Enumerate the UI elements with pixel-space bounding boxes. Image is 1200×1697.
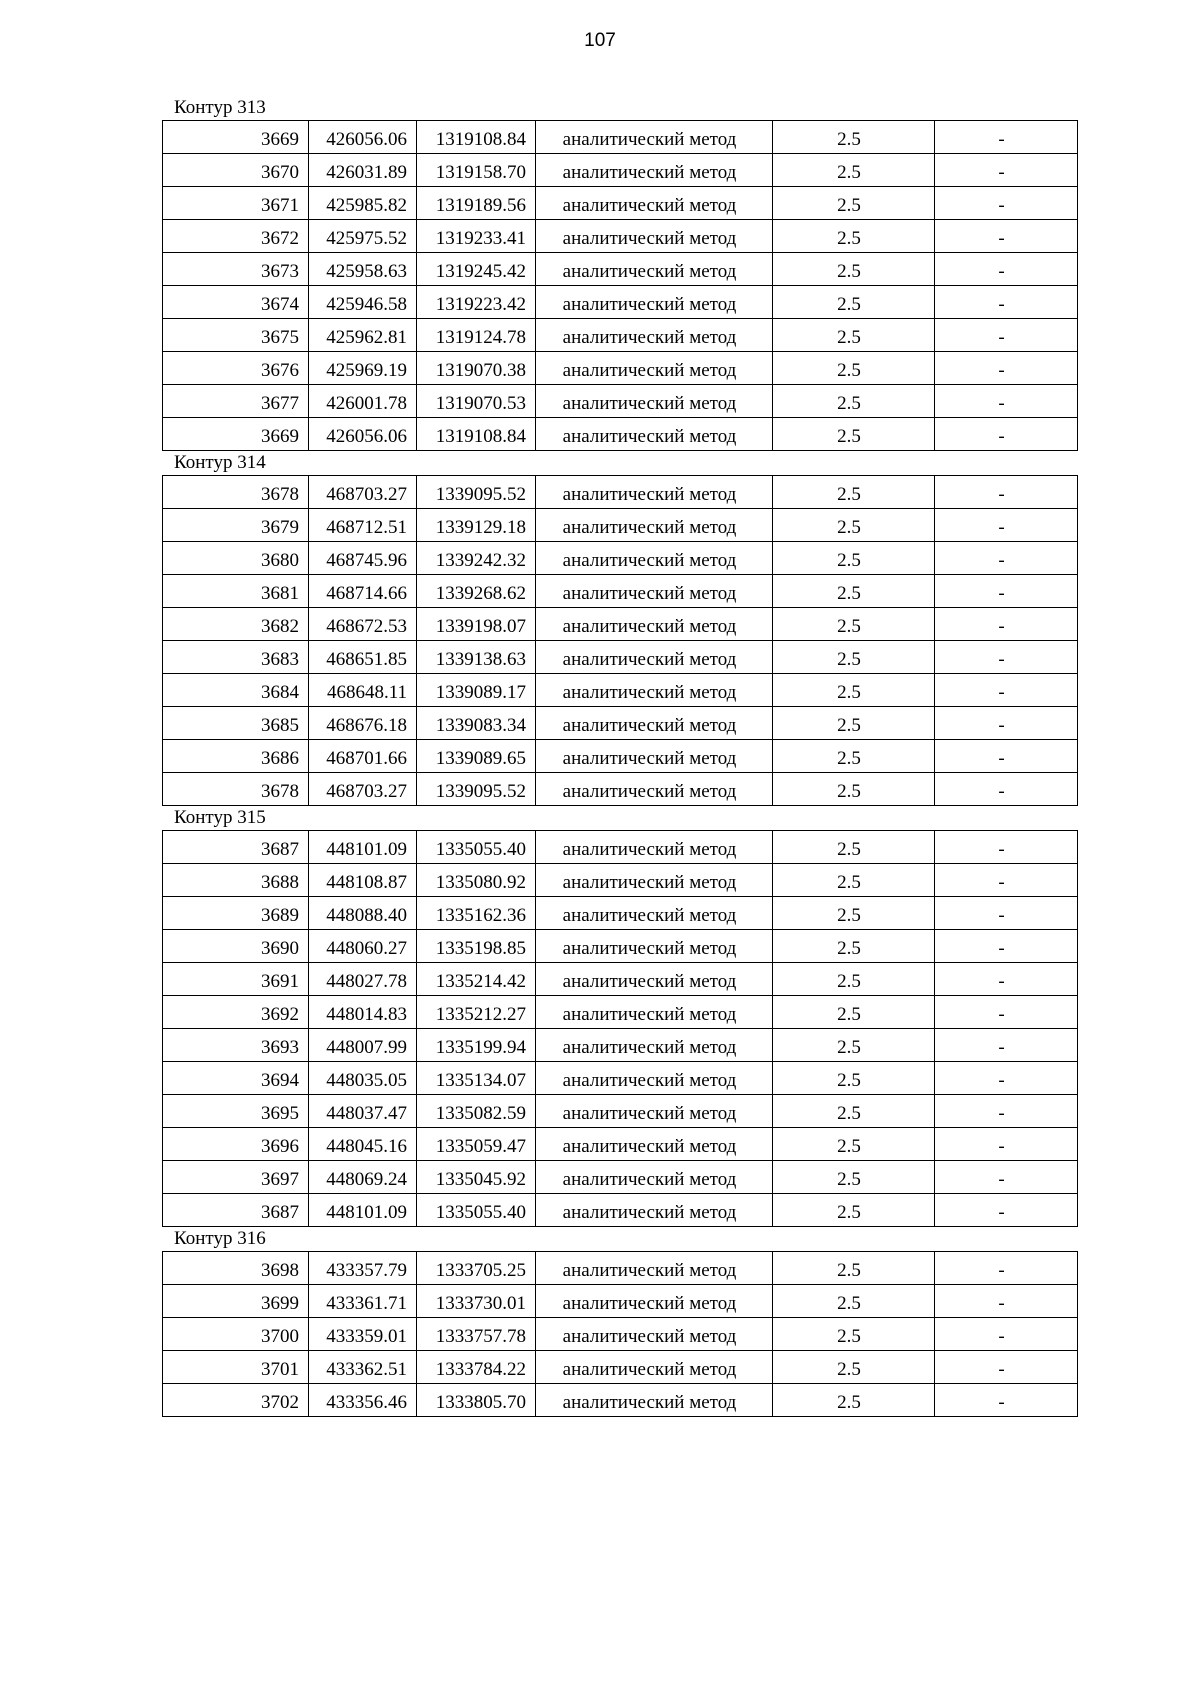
point-number-cell: 3672 (163, 220, 309, 253)
point-number-cell: 3674 (163, 286, 309, 319)
table-row (163, 542, 1078, 575)
description-cell: - (935, 608, 1078, 641)
method-cell: аналитический метод (536, 418, 773, 451)
y-coordinate-cell: 1339242.32 (417, 542, 536, 575)
x-coordinate-cell: 448045.16 (309, 1128, 417, 1161)
point-number-cell: 3676 (163, 352, 309, 385)
y-coordinate-cell: 1333784.22 (417, 1351, 536, 1384)
point-number-cell: 3673 (163, 253, 309, 286)
method-cell: аналитический метод (536, 1062, 773, 1095)
accuracy-cell: 2.5 (773, 1095, 935, 1128)
table-row (163, 707, 1078, 740)
point-number-cell: 3685 (163, 707, 309, 740)
description-cell: - (935, 1128, 1078, 1161)
method-cell: аналитический метод (536, 286, 773, 319)
point-number-cell: 3670 (163, 154, 309, 187)
contour-label: Контур 316 (174, 1228, 266, 1249)
x-coordinate-cell: 448069.24 (309, 1161, 417, 1194)
y-coordinate-cell: 1339095.52 (417, 773, 536, 806)
x-coordinate-cell: 468712.51 (309, 509, 417, 542)
accuracy-cell: 2.5 (773, 509, 935, 542)
accuracy-cell: 2.5 (773, 1318, 935, 1351)
x-coordinate-cell: 426056.06 (309, 418, 417, 451)
accuracy-cell: 2.5 (773, 575, 935, 608)
x-coordinate-cell: 468714.66 (309, 575, 417, 608)
method-cell: аналитический метод (536, 1384, 773, 1417)
accuracy-cell: 2.5 (773, 864, 935, 897)
y-coordinate-cell: 1319124.78 (417, 319, 536, 352)
description-cell: - (935, 154, 1078, 187)
table-row (163, 963, 1078, 996)
table-row (163, 996, 1078, 1029)
point-number-cell: 3687 (163, 831, 309, 864)
y-coordinate-cell: 1335082.59 (417, 1095, 536, 1128)
x-coordinate-cell: 468745.96 (309, 542, 417, 575)
method-cell: аналитический метод (536, 1095, 773, 1128)
x-coordinate-cell: 425969.19 (309, 352, 417, 385)
table-row (163, 1128, 1078, 1161)
description-cell: - (935, 1062, 1078, 1095)
accuracy-cell: 2.5 (773, 352, 935, 385)
table-row (163, 1351, 1078, 1384)
x-coordinate-cell: 448037.47 (309, 1095, 417, 1128)
accuracy-cell: 2.5 (773, 1062, 935, 1095)
point-number-cell: 3697 (163, 1161, 309, 1194)
table-row (163, 1161, 1078, 1194)
x-coordinate-cell: 468703.27 (309, 476, 417, 509)
description-cell: - (935, 385, 1078, 418)
table-row (163, 1194, 1078, 1227)
table-row (163, 154, 1078, 187)
table-row (163, 418, 1078, 451)
y-coordinate-cell: 1335162.36 (417, 897, 536, 930)
y-coordinate-cell: 1339083.34 (417, 707, 536, 740)
table-row (163, 773, 1078, 806)
description-cell: - (935, 897, 1078, 930)
description-cell: - (935, 864, 1078, 897)
y-coordinate-cell: 1319245.42 (417, 253, 536, 286)
point-number-cell: 3690 (163, 930, 309, 963)
accuracy-cell: 2.5 (773, 1161, 935, 1194)
table-row (163, 864, 1078, 897)
point-number-cell: 3694 (163, 1062, 309, 1095)
description-cell: - (935, 963, 1078, 996)
y-coordinate-cell: 1319070.38 (417, 352, 536, 385)
point-number-cell: 3687 (163, 1194, 309, 1227)
table-row (163, 1318, 1078, 1351)
point-number-cell: 3671 (163, 187, 309, 220)
accuracy-cell: 2.5 (773, 773, 935, 806)
table-row (163, 575, 1078, 608)
accuracy-cell: 2.5 (773, 121, 935, 154)
method-cell: аналитический метод (536, 1285, 773, 1318)
point-number-cell: 3682 (163, 608, 309, 641)
point-number-cell: 3677 (163, 385, 309, 418)
table-row (163, 1095, 1078, 1128)
method-cell: аналитический метод (536, 1029, 773, 1062)
x-coordinate-cell: 448088.40 (309, 897, 417, 930)
y-coordinate-cell: 1319233.41 (417, 220, 536, 253)
y-coordinate-cell: 1319108.84 (417, 121, 536, 154)
point-number-cell: 3695 (163, 1095, 309, 1128)
x-coordinate-cell: 433357.79 (309, 1252, 417, 1285)
x-coordinate-cell: 448007.99 (309, 1029, 417, 1062)
accuracy-cell: 2.5 (773, 385, 935, 418)
method-cell: аналитический метод (536, 740, 773, 773)
point-number-cell: 3669 (163, 418, 309, 451)
y-coordinate-cell: 1333805.70 (417, 1384, 536, 1417)
description-cell: - (935, 1194, 1078, 1227)
description-cell: - (935, 542, 1078, 575)
method-cell: аналитический метод (536, 1318, 773, 1351)
x-coordinate-cell: 448108.87 (309, 864, 417, 897)
point-number-cell: 3689 (163, 897, 309, 930)
x-coordinate-cell: 448027.78 (309, 963, 417, 996)
accuracy-cell: 2.5 (773, 707, 935, 740)
accuracy-cell: 2.5 (773, 897, 935, 930)
accuracy-cell: 2.5 (773, 253, 935, 286)
x-coordinate-cell: 468701.66 (309, 740, 417, 773)
point-number-cell: 3675 (163, 319, 309, 352)
point-number-cell: 3679 (163, 509, 309, 542)
accuracy-cell: 2.5 (773, 187, 935, 220)
x-coordinate-cell: 468648.11 (309, 674, 417, 707)
method-cell: аналитический метод (536, 641, 773, 674)
x-coordinate-cell: 448101.09 (309, 831, 417, 864)
point-number-cell: 3691 (163, 963, 309, 996)
x-coordinate-cell: 426001.78 (309, 385, 417, 418)
y-coordinate-cell: 1339198.07 (417, 608, 536, 641)
point-number-cell: 3678 (163, 476, 309, 509)
table-row (163, 509, 1078, 542)
accuracy-cell: 2.5 (773, 641, 935, 674)
table-row (163, 1252, 1078, 1285)
accuracy-cell: 2.5 (773, 1351, 935, 1384)
table-row (163, 319, 1078, 352)
y-coordinate-cell: 1339268.62 (417, 575, 536, 608)
accuracy-cell: 2.5 (773, 286, 935, 319)
point-number-cell: 3699 (163, 1285, 309, 1318)
table-row (163, 220, 1078, 253)
table-row (163, 1384, 1078, 1417)
point-number-cell: 3678 (163, 773, 309, 806)
y-coordinate-cell: 1335198.85 (417, 930, 536, 963)
description-cell: - (935, 831, 1078, 864)
table-row (163, 641, 1078, 674)
description-cell: - (935, 1285, 1078, 1318)
method-cell: аналитический метод (536, 1252, 773, 1285)
accuracy-cell: 2.5 (773, 1194, 935, 1227)
accuracy-cell: 2.5 (773, 542, 935, 575)
description-cell: - (935, 1351, 1078, 1384)
accuracy-cell: 2.5 (773, 1029, 935, 1062)
method-cell: аналитический метод (536, 897, 773, 930)
method-cell: аналитический метод (536, 319, 773, 352)
x-coordinate-cell: 448060.27 (309, 930, 417, 963)
document-body (162, 96, 1077, 1417)
y-coordinate-cell: 1319223.42 (417, 286, 536, 319)
table-row (163, 608, 1078, 641)
method-cell: аналитический метод (536, 476, 773, 509)
point-number-cell: 3696 (163, 1128, 309, 1161)
y-coordinate-cell: 1339095.52 (417, 476, 536, 509)
accuracy-cell: 2.5 (773, 418, 935, 451)
method-cell: аналитический метод (536, 509, 773, 542)
point-number-cell: 3693 (163, 1029, 309, 1062)
table-row (163, 1029, 1078, 1062)
y-coordinate-cell: 1335199.94 (417, 1029, 536, 1062)
y-coordinate-cell: 1333757.78 (417, 1318, 536, 1351)
coordinates-table (162, 120, 1078, 451)
point-number-cell: 3700 (163, 1318, 309, 1351)
table-row (163, 674, 1078, 707)
point-number-cell: 3681 (163, 575, 309, 608)
point-number-cell: 3692 (163, 996, 309, 1029)
x-coordinate-cell: 468703.27 (309, 773, 417, 806)
table-row (163, 121, 1078, 154)
accuracy-cell: 2.5 (773, 1384, 935, 1417)
description-cell: - (935, 418, 1078, 451)
description-cell: - (935, 1318, 1078, 1351)
x-coordinate-cell: 425985.82 (309, 187, 417, 220)
y-coordinate-cell: 1319108.84 (417, 418, 536, 451)
x-coordinate-cell: 448101.09 (309, 1194, 417, 1227)
method-cell: аналитический метод (536, 674, 773, 707)
method-cell: аналитический метод (536, 1128, 773, 1161)
y-coordinate-cell: 1335045.92 (417, 1161, 536, 1194)
x-coordinate-cell: 468676.18 (309, 707, 417, 740)
x-coordinate-cell: 426056.06 (309, 121, 417, 154)
method-cell: аналитический метод (536, 608, 773, 641)
x-coordinate-cell: 433356.46 (309, 1384, 417, 1417)
point-number-cell: 3684 (163, 674, 309, 707)
x-coordinate-cell: 433362.51 (309, 1351, 417, 1384)
description-cell: - (935, 773, 1078, 806)
accuracy-cell: 2.5 (773, 220, 935, 253)
x-coordinate-cell: 425958.63 (309, 253, 417, 286)
x-coordinate-cell: 425946.58 (309, 286, 417, 319)
method-cell: аналитический метод (536, 996, 773, 1029)
point-number-cell: 3680 (163, 542, 309, 575)
method-cell: аналитический метод (536, 154, 773, 187)
accuracy-cell: 2.5 (773, 1128, 935, 1161)
contour-label: Контур 315 (174, 807, 266, 828)
method-cell: аналитический метод (536, 773, 773, 806)
accuracy-cell: 2.5 (773, 930, 935, 963)
description-cell: - (935, 1161, 1078, 1194)
x-coordinate-cell: 426031.89 (309, 154, 417, 187)
description-cell: - (935, 707, 1078, 740)
method-cell: аналитический метод (536, 220, 773, 253)
point-number-cell: 3702 (163, 1384, 309, 1417)
description-cell: - (935, 187, 1078, 220)
description-cell: - (935, 509, 1078, 542)
method-cell: аналитический метод (536, 187, 773, 220)
table-row (163, 286, 1078, 319)
method-cell: аналитический метод (536, 930, 773, 963)
accuracy-cell: 2.5 (773, 1285, 935, 1318)
description-cell: - (935, 1384, 1078, 1417)
coordinates-table (162, 830, 1078, 1227)
y-coordinate-cell: 1333705.25 (417, 1252, 536, 1285)
description-cell: - (935, 352, 1078, 385)
table-row (163, 1285, 1078, 1318)
accuracy-cell: 2.5 (773, 608, 935, 641)
accuracy-cell: 2.5 (773, 996, 935, 1029)
accuracy-cell: 2.5 (773, 674, 935, 707)
contour-label: Контур 314 (174, 452, 266, 473)
method-cell: аналитический метод (536, 1351, 773, 1384)
y-coordinate-cell: 1335080.92 (417, 864, 536, 897)
x-coordinate-cell: 468672.53 (309, 608, 417, 641)
point-number-cell: 3698 (163, 1252, 309, 1285)
table-row (163, 187, 1078, 220)
point-number-cell: 3701 (163, 1351, 309, 1384)
page-number: 107 (584, 30, 616, 51)
y-coordinate-cell: 1339129.18 (417, 509, 536, 542)
description-cell: - (935, 996, 1078, 1029)
accuracy-cell: 2.5 (773, 319, 935, 352)
point-number-cell: 3669 (163, 121, 309, 154)
description-cell: - (935, 674, 1078, 707)
y-coordinate-cell: 1335059.47 (417, 1128, 536, 1161)
method-cell: аналитический метод (536, 963, 773, 996)
accuracy-cell: 2.5 (773, 476, 935, 509)
table-row (163, 897, 1078, 930)
x-coordinate-cell: 448035.05 (309, 1062, 417, 1095)
accuracy-cell: 2.5 (773, 154, 935, 187)
method-cell: аналитический метод (536, 864, 773, 897)
method-cell: аналитический метод (536, 831, 773, 864)
method-cell: аналитический метод (536, 121, 773, 154)
description-cell: - (935, 286, 1078, 319)
y-coordinate-cell: 1319070.53 (417, 385, 536, 418)
description-cell: - (935, 1095, 1078, 1128)
y-coordinate-cell: 1339138.63 (417, 641, 536, 674)
y-coordinate-cell: 1335214.42 (417, 963, 536, 996)
x-coordinate-cell: 433359.01 (309, 1318, 417, 1351)
accuracy-cell: 2.5 (773, 963, 935, 996)
table-row (163, 930, 1078, 963)
y-coordinate-cell: 1335134.07 (417, 1062, 536, 1095)
point-number-cell: 3688 (163, 864, 309, 897)
x-coordinate-cell: 448014.83 (309, 996, 417, 1029)
description-cell: - (935, 220, 1078, 253)
table-row (163, 831, 1078, 864)
y-coordinate-cell: 1335055.40 (417, 831, 536, 864)
point-number-cell: 3683 (163, 641, 309, 674)
x-coordinate-cell: 468651.85 (309, 641, 417, 674)
description-cell: - (935, 121, 1078, 154)
table-row (163, 385, 1078, 418)
method-cell: аналитический метод (536, 253, 773, 286)
description-cell: - (935, 575, 1078, 608)
description-cell: - (935, 1252, 1078, 1285)
coordinates-table (162, 1251, 1078, 1417)
description-cell: - (935, 253, 1078, 286)
y-coordinate-cell: 1319158.70 (417, 154, 536, 187)
x-coordinate-cell: 425962.81 (309, 319, 417, 352)
table-row (163, 476, 1078, 509)
accuracy-cell: 2.5 (773, 740, 935, 773)
y-coordinate-cell: 1339089.17 (417, 674, 536, 707)
y-coordinate-cell: 1339089.65 (417, 740, 536, 773)
y-coordinate-cell: 1335212.27 (417, 996, 536, 1029)
table-row (163, 1062, 1078, 1095)
method-cell: аналитический метод (536, 385, 773, 418)
point-number-cell: 3686 (163, 740, 309, 773)
x-coordinate-cell: 425975.52 (309, 220, 417, 253)
accuracy-cell: 2.5 (773, 1252, 935, 1285)
y-coordinate-cell: 1335055.40 (417, 1194, 536, 1227)
accuracy-cell: 2.5 (773, 831, 935, 864)
contour-label: Контур 313 (174, 97, 266, 118)
method-cell: аналитический метод (536, 352, 773, 385)
y-coordinate-cell: 1333730.01 (417, 1285, 536, 1318)
method-cell: аналитический метод (536, 1161, 773, 1194)
description-cell: - (935, 930, 1078, 963)
method-cell: аналитический метод (536, 1194, 773, 1227)
table-row (163, 352, 1078, 385)
method-cell: аналитический метод (536, 575, 773, 608)
description-cell: - (935, 1029, 1078, 1062)
method-cell: аналитический метод (536, 707, 773, 740)
coordinates-table (162, 475, 1078, 806)
method-cell: аналитический метод (536, 542, 773, 575)
description-cell: - (935, 476, 1078, 509)
table-row (163, 740, 1078, 773)
y-coordinate-cell: 1319189.56 (417, 187, 536, 220)
description-cell: - (935, 319, 1078, 352)
description-cell: - (935, 641, 1078, 674)
x-coordinate-cell: 433361.71 (309, 1285, 417, 1318)
description-cell: - (935, 740, 1078, 773)
table-row (163, 253, 1078, 286)
